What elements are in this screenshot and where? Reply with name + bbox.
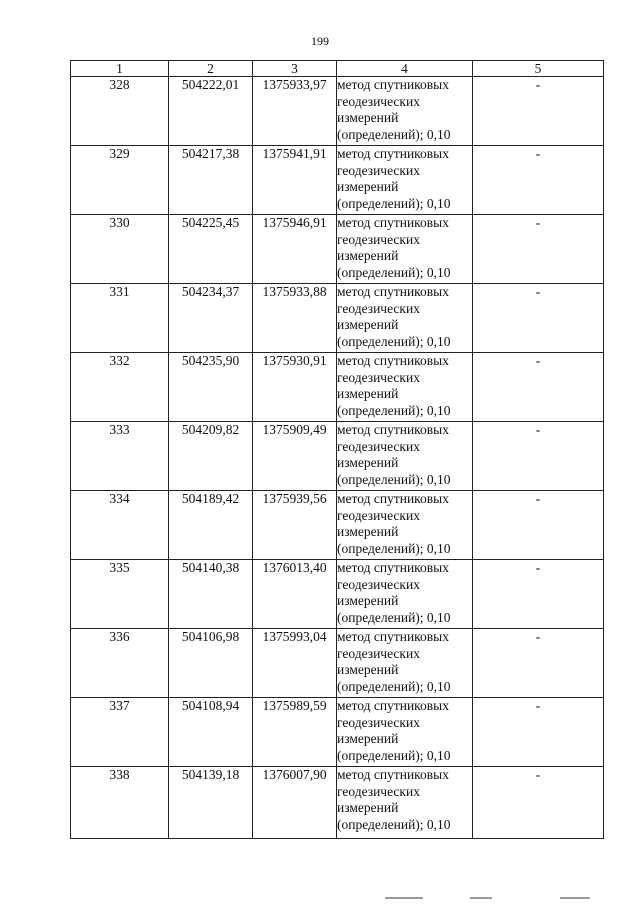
point-number: 330 (71, 215, 169, 284)
note-cell: - (473, 422, 604, 491)
coordinate-x: 504106,98 (169, 629, 253, 698)
scan-artifact (560, 897, 590, 899)
measurement-method: метод спутниковых геодезических измерений (определений); 0,10 (337, 284, 473, 353)
point-number: 331 (71, 284, 169, 353)
note-cell: - (473, 353, 604, 422)
point-number: 338 (71, 767, 169, 839)
table-row (71, 146, 604, 215)
coordinate-x: 504234,37 (169, 284, 253, 353)
coordinate-x: 504140,38 (169, 560, 253, 629)
table-row (71, 215, 604, 284)
coordinate-y: 1375933,88 (253, 284, 337, 353)
table-header-row (71, 61, 604, 77)
coordinate-x: 504189,42 (169, 491, 253, 560)
coordinate-x: 504139,18 (169, 767, 253, 839)
coordinate-y: 1375989,59 (253, 698, 337, 767)
point-number: 337 (71, 698, 169, 767)
coordinate-x: 504235,90 (169, 353, 253, 422)
measurement-method: метод спутниковых геодезических измерений (определений); 0,10 (337, 353, 473, 422)
coordinate-x: 504108,94 (169, 698, 253, 767)
note-cell: - (473, 146, 604, 215)
note-cell: - (473, 629, 604, 698)
measurement-method: метод спутниковых геодезических измерений (определений); 0,10 (337, 491, 473, 560)
coordinate-y: 1375993,04 (253, 629, 337, 698)
note-cell: - (473, 698, 604, 767)
table-row (71, 767, 604, 839)
table-row (71, 353, 604, 422)
column-header-2: 2 (169, 61, 253, 77)
coordinate-y: 1375946,91 (253, 215, 337, 284)
point-number: 336 (71, 629, 169, 698)
point-number: 334 (71, 491, 169, 560)
scan-artifact (385, 897, 423, 899)
table-row (71, 629, 604, 698)
scan-artifact (470, 897, 492, 899)
measurement-method: метод спутниковых геодезических измерений (определений); 0,10 (337, 77, 473, 146)
note-cell: - (473, 560, 604, 629)
note-cell: - (473, 284, 604, 353)
point-number: 328 (71, 77, 169, 146)
note-cell: - (473, 491, 604, 560)
note-cell: - (473, 767, 604, 839)
coordinate-y: 1376013,40 (253, 560, 337, 629)
coordinate-x: 504225,45 (169, 215, 253, 284)
table-row (71, 284, 604, 353)
measurement-method: метод спутниковых геодезических измерений (определений); 0,10 (337, 629, 473, 698)
table-row (71, 698, 604, 767)
coordinate-x: 504222,01 (169, 77, 253, 146)
page-number: 199 (311, 34, 329, 48)
coordinate-y: 1375939,56 (253, 491, 337, 560)
note-cell: - (473, 215, 604, 284)
measurement-method: метод спутниковых геодезических измерений (определений); 0,10 (337, 560, 473, 629)
measurement-method: метод спутниковых геодезических измерений (определений); 0,10 (337, 215, 473, 284)
coordinate-x: 504217,38 (169, 146, 253, 215)
table-row (71, 491, 604, 560)
measurement-method: метод спутниковых геодезических измерений (определений); 0,10 (337, 767, 473, 839)
point-number: 329 (71, 146, 169, 215)
table-row (71, 560, 604, 629)
coordinate-y: 1375933,97 (253, 77, 337, 146)
table-row (71, 77, 604, 146)
measurement-method: метод спутниковых геодезических измерений (определений); 0,10 (337, 422, 473, 491)
column-header-5: 5 (473, 61, 604, 77)
measurement-method: метод спутниковых геодезических измерений (определений); 0,10 (337, 698, 473, 767)
coordinate-x: 504209,82 (169, 422, 253, 491)
coordinate-y: 1376007,90 (253, 767, 337, 839)
coordinates-table (70, 60, 604, 839)
note-cell: - (473, 77, 604, 146)
measurement-method: метод спутниковых геодезических измерений (определений); 0,10 (337, 146, 473, 215)
coordinate-y: 1375941,91 (253, 146, 337, 215)
point-number: 332 (71, 353, 169, 422)
column-header-1: 1 (71, 61, 169, 77)
column-header-4: 4 (337, 61, 473, 77)
point-number: 335 (71, 560, 169, 629)
table-row (71, 422, 604, 491)
column-header-3: 3 (253, 61, 337, 77)
coordinate-y: 1375930,91 (253, 353, 337, 422)
coordinate-y: 1375909,49 (253, 422, 337, 491)
point-number: 333 (71, 422, 169, 491)
